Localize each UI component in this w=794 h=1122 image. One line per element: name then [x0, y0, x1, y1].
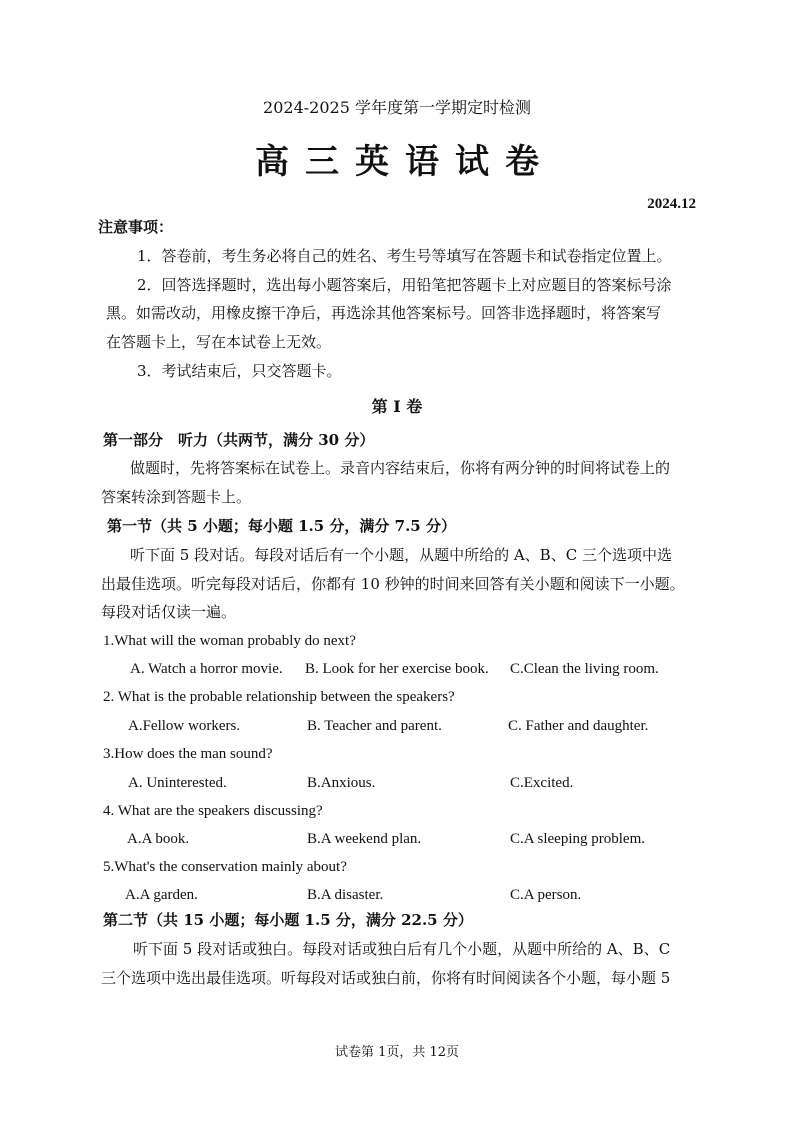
question-1-stem: 1.What will the woman probably do next? [103, 633, 356, 649]
volume-title: 第 I 卷 [371, 397, 423, 416]
part1-intro-line-1: 做题时，先将答案标在试卷上。录音内容结束后，你将有两分钟的时间将试卷上的 [130, 459, 671, 477]
question-1-option-c: C.Clean the living room. [510, 661, 659, 677]
question-4-stem: 4. What are the speakers discussing? [103, 803, 323, 819]
part1-heading: 第一部分 听力（共两节，满分 30 分） [103, 431, 375, 449]
question-2-stem: 2. What is the probable relationship between the speakers? [103, 689, 455, 705]
question-1-option-b: B. Look for her exercise book. [305, 661, 489, 677]
section1-intro-line-3: 每段对话仅读一遍。 [101, 603, 237, 621]
section1-heading: 第一节（共 5 小题；每小题 1.5 分，满分 7.5 分） [107, 517, 456, 535]
notice-item-2-line-2: 黑。如需改动，用橡皮擦干净后，再选涂其他答案标号。回答非选择题时，将答案写 [106, 304, 662, 322]
notice-item-1: 1．答卷前，考生务必将自己的姓名、考生号等填写在答题卡和试卷指定位置上。 [137, 247, 672, 265]
question-2-option-a: A.Fellow workers. [128, 718, 241, 734]
exam-subtitle: 2024-2025 学年度第一学期定时检测 [263, 98, 531, 117]
question-2-option-c: C. Father and daughter. [508, 718, 649, 734]
section1-intro-line-1: 听下面 5 段对话。每段对话后有一个小题，从题中所给的 A、B、C 三个选项中选 [130, 546, 672, 564]
question-4-option-c: C.A sleeping problem. [510, 831, 645, 847]
question-3-option-a: A. Uninterested. [128, 775, 227, 791]
page-footer: 试卷第 1页，共 12页 [334, 1045, 460, 1060]
notice-item-3: 3．考试结束后，只交答题卡。 [137, 362, 342, 380]
notice-item-2-line-3: 在答题卡上，写在本试卷上无效。 [106, 333, 332, 351]
notice-item-2-line-1: 2．回答选择题时，选出每小题答案后，用铅笔把答题卡上对应题目的答案标号涂 [137, 276, 672, 294]
question-4-option-a: A.A book. [127, 831, 190, 847]
question-3-option-b: B.Anxious. [307, 775, 376, 791]
section1-intro-line-2: 出最佳选项。听完每段对话后，你都有 10 秒钟的时间来回答有关小题和阅读下一小题。 [101, 575, 685, 593]
exam-date: 2024.12 [647, 196, 696, 212]
part1-intro-line-2: 答案转涂到答题卡上。 [101, 488, 252, 506]
question-2-option-b: B. Teacher and parent. [307, 718, 442, 734]
question-5-option-a: A.A garden. [125, 887, 198, 903]
exam-title: 高三英语试卷 [255, 142, 555, 182]
question-3-stem: 3.How does the man sound? [103, 746, 273, 762]
question-1-option-a: A. Watch a horror movie. [130, 661, 283, 677]
question-3-option-c: C.Excited. [510, 775, 574, 791]
section2-heading: 第二节（共 15 小题；每小题 1.5 分，满分 22.5 分） [103, 911, 473, 929]
question-5-option-b: B.A disaster. [307, 887, 384, 903]
section2-intro-line-1: 听下面 5 段对话或独白。每段对话或独白后有几个小题，从题中所给的 A、B、C [133, 940, 671, 958]
section2-intro-line-2: 三个选项中选出最佳选项。听每段对话或独白前，你将有时间阅读各个小题，每小题 5 [101, 969, 671, 987]
question-4-option-b: B.A weekend plan. [307, 831, 422, 847]
notice-heading: 注意事项： [98, 218, 174, 236]
question-5-option-c: C.A person. [510, 887, 582, 903]
question-5-stem: 5.What's the conservation mainly about? [103, 859, 347, 875]
